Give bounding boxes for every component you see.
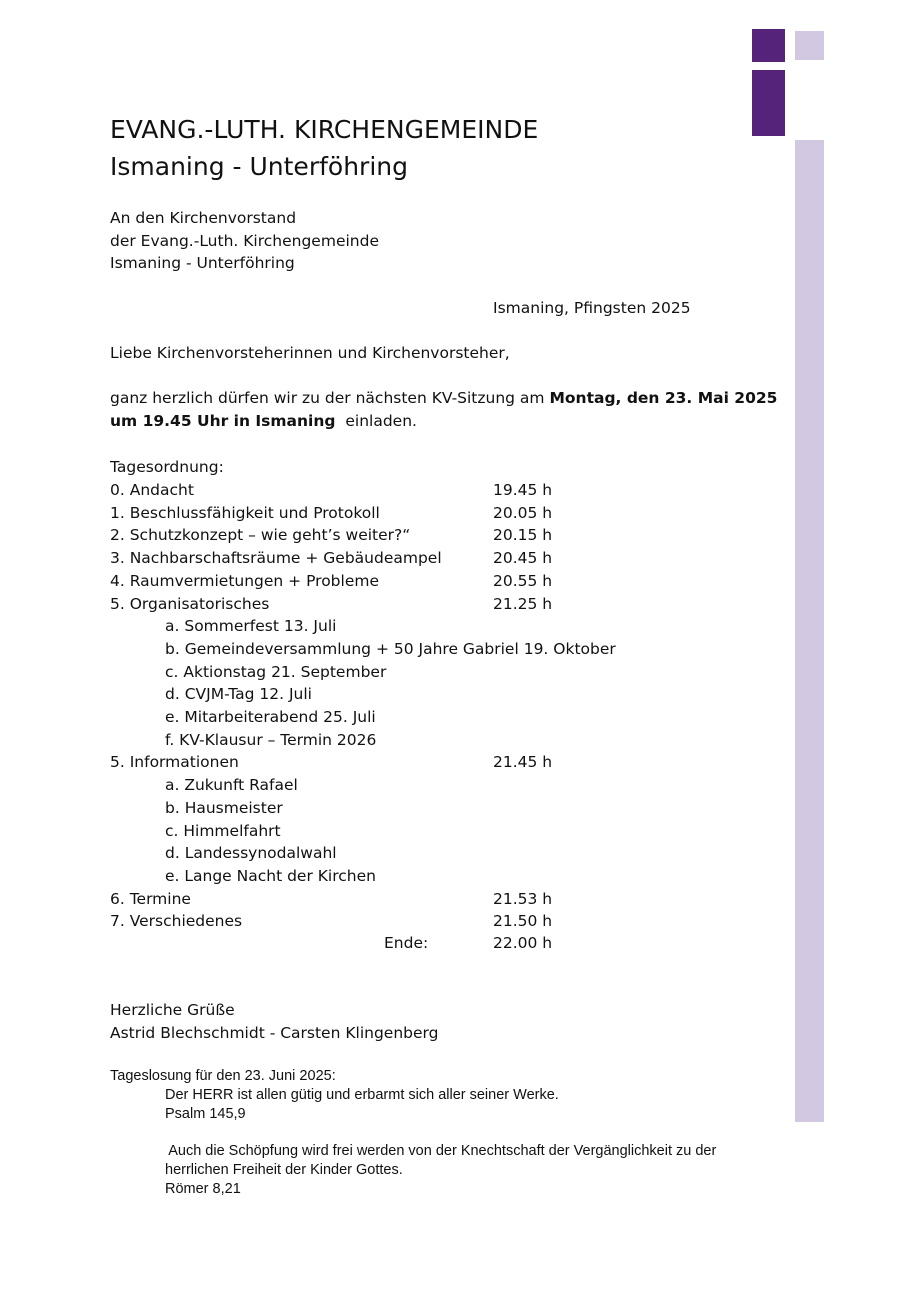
address-block: [110, 207, 379, 275]
agenda-item-label: e. Mitarbeiterabend 25. Juli: [165, 708, 376, 726]
agenda-item-time: 20.55 h: [493, 571, 553, 590]
agenda-item-time: 20.15 h: [493, 526, 553, 545]
invitation-time-place: um 19.45 Uhr in Ismaning: [110, 411, 336, 430]
decorative-bar-dark: [752, 70, 785, 136]
agenda-item-label: b. Hausmeister: [165, 798, 283, 817]
address-line: An den Kirchenvorstand: [110, 209, 297, 227]
agenda-item-label: 4. Raumvermietungen + Probleme: [110, 571, 379, 590]
agenda-item-time: 20.45 h: [493, 549, 553, 568]
agenda-item-time: 21.53 h: [493, 889, 553, 908]
agenda-item-time: 19.45 h: [493, 481, 553, 499]
address-line: Ismaning - Unterföhring: [110, 254, 295, 273]
agenda-item-label: a. Sommerfest 13. Juli: [165, 617, 337, 636]
agenda-item-label: 7. Verschiedenes: [110, 912, 243, 931]
agenda-item-label: 1. Beschlussfähigkeit und Protokoll: [110, 503, 380, 522]
agenda-item-label: c. Aktionstag 21. September: [165, 662, 387, 681]
losung-reference-2: Römer 8,21: [165, 1181, 241, 1197]
invitation-date: Montag, den 23. Mai 2025: [549, 389, 778, 407]
losung-heading: Tageslosung für den 23. Juni 2025:: [110, 1068, 336, 1084]
agenda-item-time: 21.45 h: [493, 753, 553, 772]
agenda-item-label: 5. Organisatorisches: [110, 594, 270, 613]
agenda-item-label: 0. Andacht: [110, 481, 194, 499]
decorative-square-dark: [752, 29, 785, 62]
letterhead-title: EVANG.-LUTH. KIRCHENGEMEINDE: [110, 115, 539, 144]
agenda-item-label: 6. Termine: [110, 889, 191, 908]
closing-names: Astrid Blechschmidt - Carsten Klingenberg: [110, 1024, 439, 1042]
decorative-bar-light: [795, 140, 824, 1122]
agenda-item-label: e. Lange Nacht der Kirchen: [165, 866, 376, 885]
losung-reference-1: Psalm 145,9: [165, 1106, 246, 1122]
invitation-paragraph: [110, 387, 777, 432]
losung-verse-1: Der HERR ist allen gütig und erbarmt sich aller seiner Werke.: [165, 1087, 559, 1103]
agenda-end-time: 22.00 h: [493, 934, 553, 952]
agenda-item-label: a. Zukunft Rafael: [165, 776, 298, 795]
closing-greeting: Herzliche Grüße: [110, 1001, 235, 1019]
address-line: der Evang.-Luth. Kirchengemeinde: [110, 231, 379, 250]
agenda-item-label: c. Himmelfahrt: [165, 821, 281, 840]
losung-verse-2: Auch die Schöpfung wird frei werden von der Knechtschaft der Vergänglichkeit zu der: [165, 1143, 717, 1159]
letterhead-subtitle: Ismaning - Unterföhring: [110, 152, 408, 181]
agenda-item-label: 3. Nachbarschaftsräume + Gebäudeampel: [110, 549, 442, 568]
agenda-item-time: 21.25 h: [493, 594, 553, 613]
agenda-heading: Tagesordnung:: [110, 458, 224, 476]
agenda-item-label: 2. Schutzkonzept – wie geht’s weiter?“: [110, 526, 411, 545]
agenda-item-label: f. KV-Klausur – Termin 2026: [165, 730, 377, 749]
agenda-end-label: Ende:: [384, 934, 429, 952]
agenda-item-label: d. CVJM-Tag 12. Juli: [165, 685, 312, 704]
agenda-item-label: 5. Informationen: [110, 753, 239, 772]
invitation-text: ganz herzlich dürfen wir zu der nächsten KV-Sitzung am: [110, 389, 550, 407]
decorative-square-light: [795, 31, 824, 60]
agenda-item-time: 21.50 h: [493, 912, 553, 931]
agenda-list: [110, 479, 670, 939]
invitation-text-end: einladen.: [335, 411, 417, 430]
place-date: Ismaning, Pfingsten 2025: [493, 299, 691, 317]
agenda-item-label: b. Gemeindeversammlung + 50 Jahre Gabriel 19. Oktober: [165, 639, 616, 658]
losung-verse-2-continued: herrlichen Freiheit der Kinder Gottes.: [165, 1162, 403, 1178]
salutation: Liebe Kirchenvorsteherinnen und Kirchenvorsteher,: [110, 344, 510, 362]
agenda-item-time: 20.05 h: [493, 503, 553, 522]
agenda-item-label: d. Landessynodalwahl: [165, 844, 337, 863]
